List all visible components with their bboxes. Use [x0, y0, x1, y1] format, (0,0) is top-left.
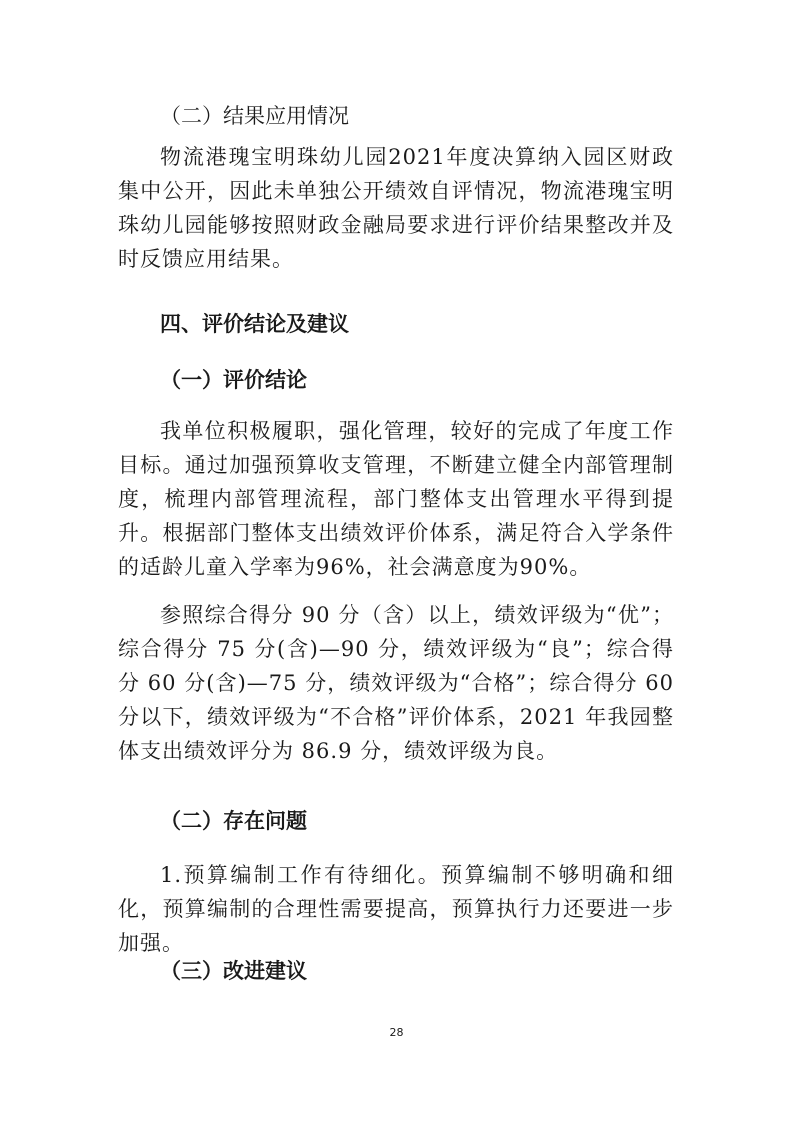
result-application-paragraph: 物流港瑰宝明珠幼儿园2021年度决算纳入园区财政集中公开，因此未单独公开绩效自评情况，物流港瑰宝明珠幼儿园能够按照财政金融局要求进行评价结果整改并及时反馈应用结果。	[118, 145, 674, 271]
evaluation-conclusion-heading: （一）评价结论	[160, 368, 307, 392]
existing-problems-paragraph: 1.预算编制工作有待细化。预算编制不够明确和细化，预算编制的合理性需要提高，预算执行力还要进一步加强。	[118, 863, 674, 955]
page-number: 28	[389, 1026, 404, 1039]
existing-problems-heading: （二）存在问题	[160, 809, 307, 833]
evaluation-conclusion-paragraph-1: 我单位积极履职，强化管理，较好的完成了年度工作目标。通过加强预算收支管理，不断建立健全内部管理制度，梳理内部管理流程，部门整体支出管理水平得到提升。根据部门整体支出绩效评价体系，满足符合入学条件的适龄儿童入学率为96%，社会满意度为90%。	[118, 419, 674, 579]
result-application-heading: （二）结果应用情况	[160, 104, 349, 128]
improvement-suggestions-heading: （三）改进建议	[160, 959, 307, 983]
evaluation-conclusion-paragraph-2: 参照综合得分 90 分（含）以上，绩效评级为“优”；综合得分 75 分(含)—90 分，绩效评级为“良”；综合得分 60 分(含)—75 分，绩效评级为“合格”；综合得分 60 分以下，绩效评级为“不合格”评价体系，2021 年我园整体支出绩效评分为 86.9 分，绩效评级为良。	[118, 603, 674, 763]
conclusion-section-heading: 四、评价结论及建议	[160, 312, 349, 336]
